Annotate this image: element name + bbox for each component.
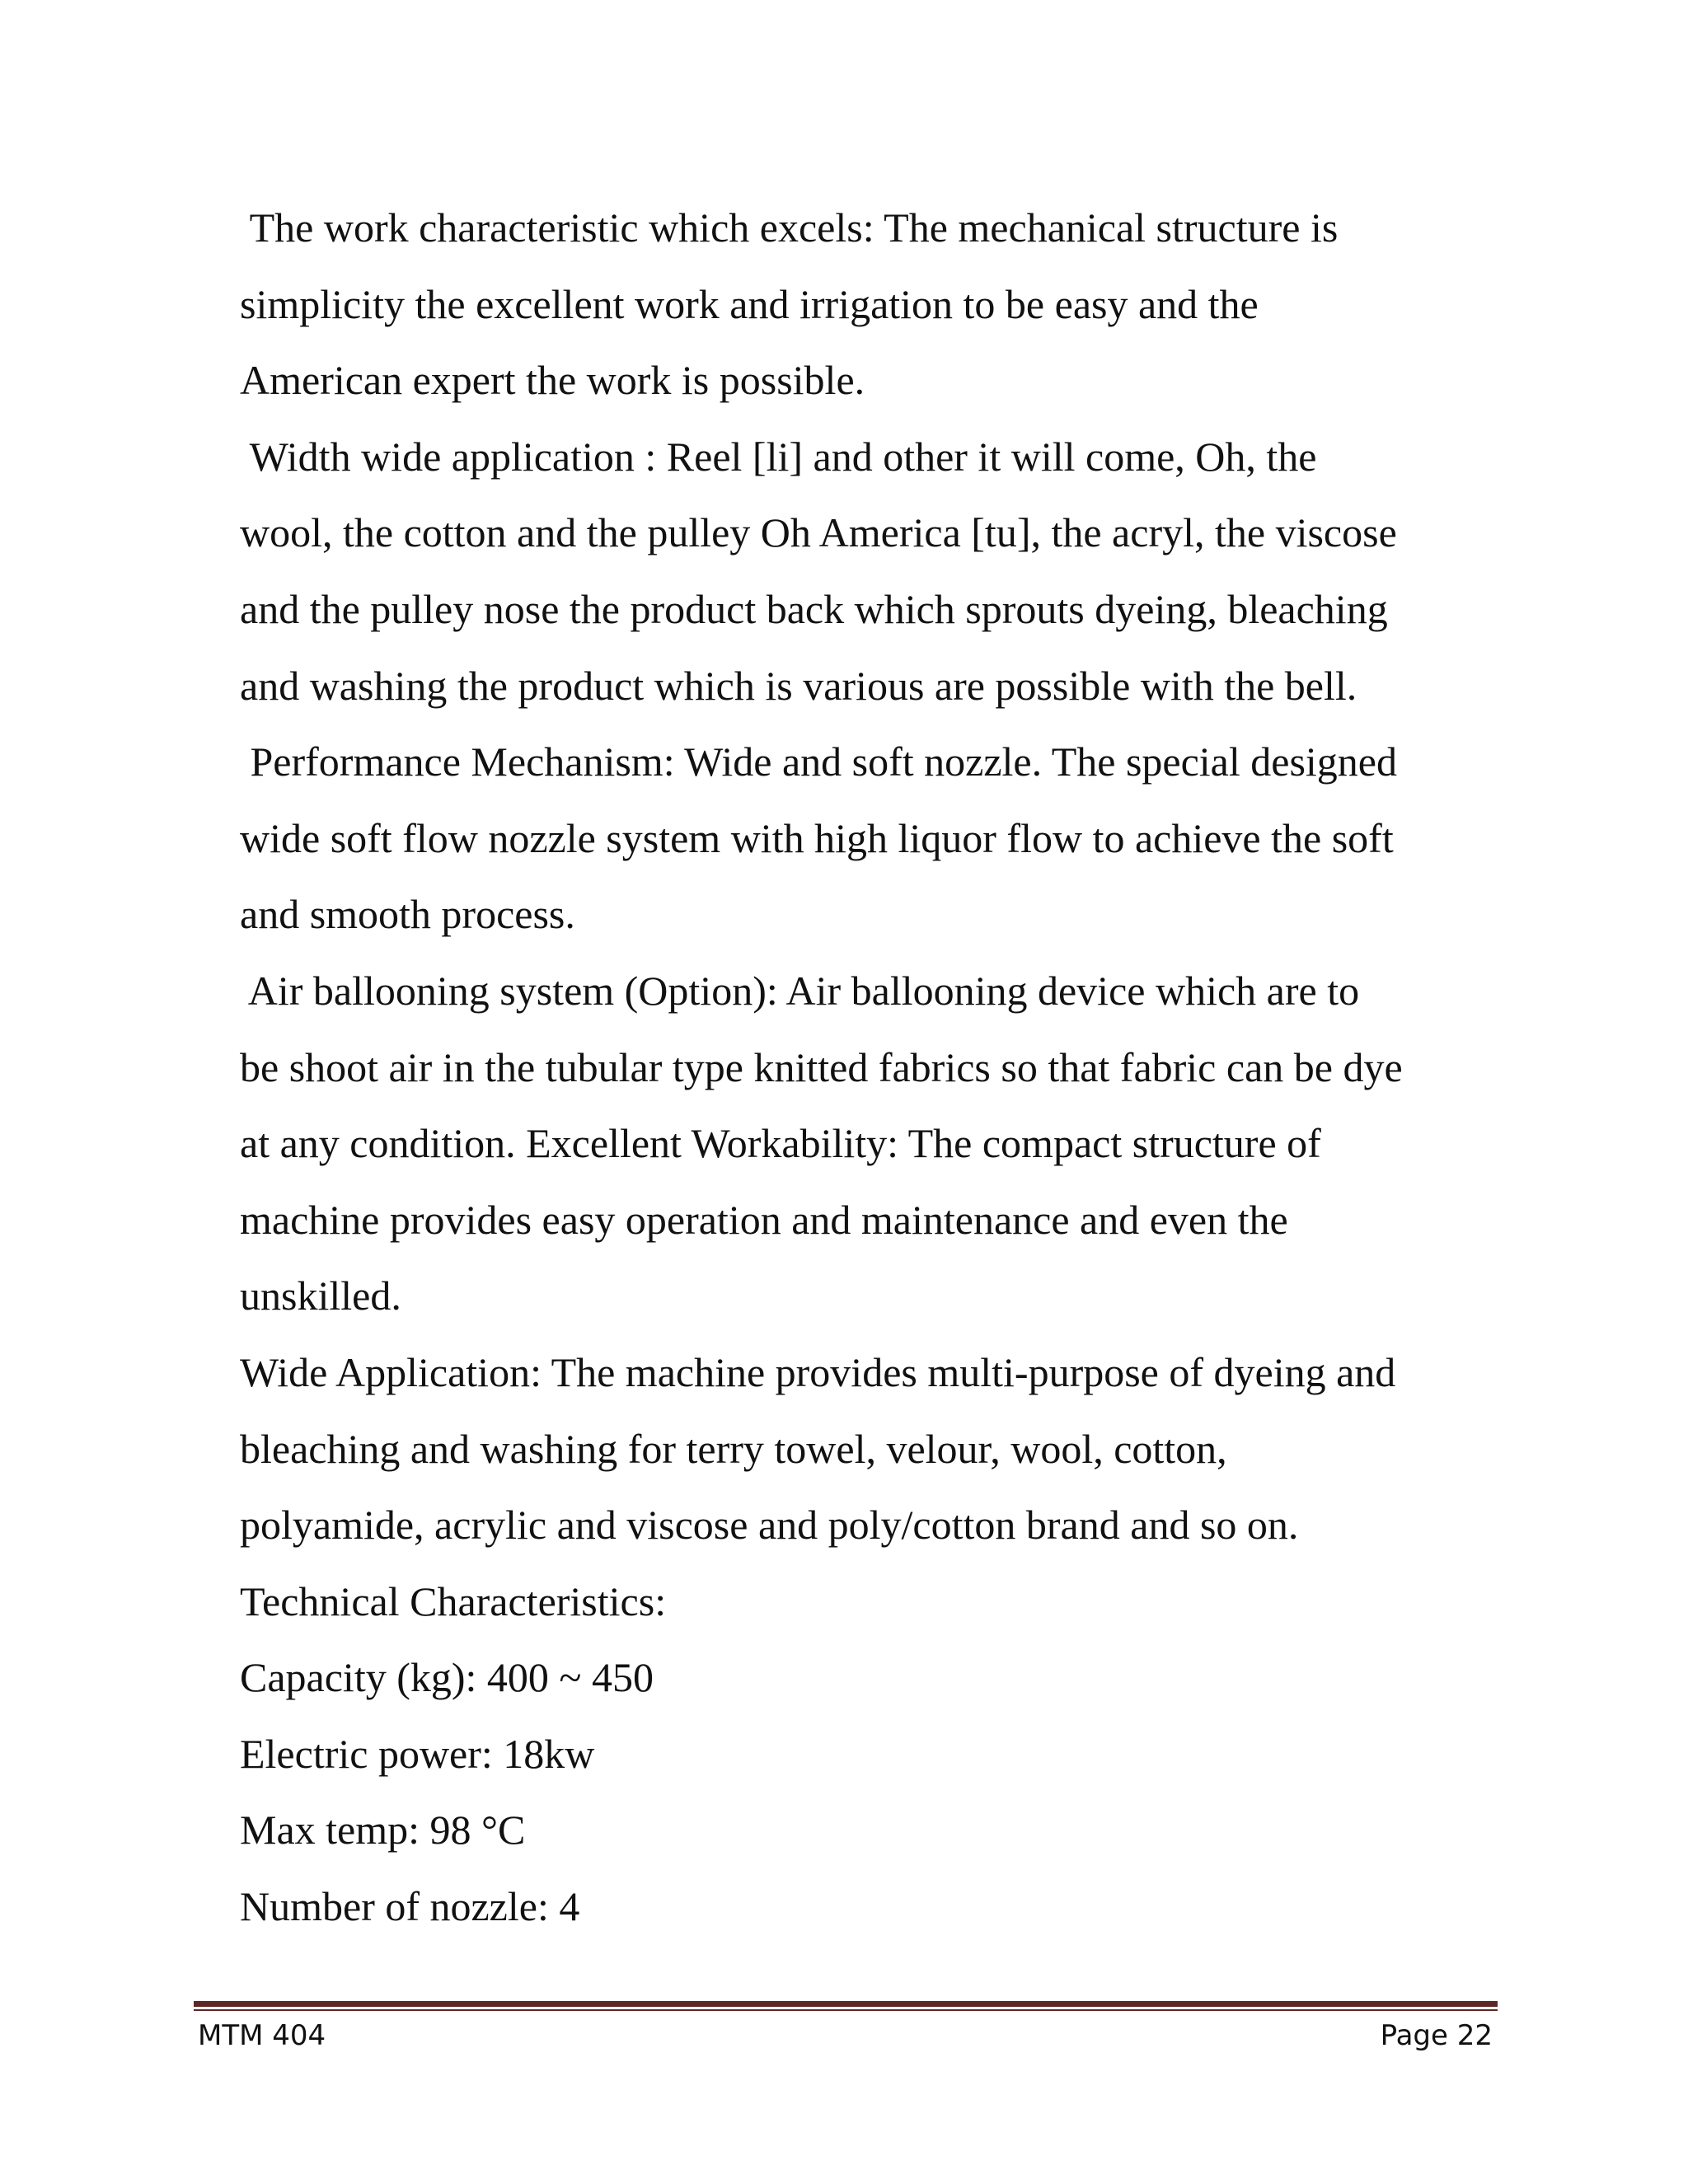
text-line: Wide Application: The machine provides multi-purpose of dyeing and [240, 1348, 1396, 1395]
text-line: The work characteristic which excels: The mechanical structure is [240, 204, 1339, 251]
text-line: machine provides easy operation and maintenance and even the [240, 1196, 1288, 1243]
text-line: polyamide, acrylic and viscose and poly/cotton brand and so on. [240, 1502, 1299, 1549]
text-line: be shoot air in the tubular type knitted fabrics so that fabric can be dye [240, 1043, 1403, 1090]
text-line: Electric power: 18kw [240, 1730, 595, 1777]
text-line: and washing the product which is various are possible with the bell. [240, 662, 1357, 709]
text-line: Air ballooning system (Option): Air ballooning device which are to [240, 967, 1360, 1014]
footer-rule [194, 2001, 1498, 2013]
footer-page-number: Page 22 [1380, 2019, 1493, 2052]
text-line: Capacity (kg): 400 ~ 450 [240, 1654, 654, 1701]
footer-rule-thin [194, 2009, 1498, 2011]
body-text [240, 190, 1501, 1945]
text-line: American expert the work is possible. [240, 357, 865, 404]
text-line: Width wide application : Reel [li] and other it will come, Oh, the [240, 433, 1317, 480]
text-line: simplicity the excellent work and irrigation to be easy and the [240, 280, 1259, 327]
text-line: wide soft flow nozzle system with high liquor flow to achieve the soft [240, 814, 1394, 861]
text-line: wool, the cotton and the pulley Oh America [tu], the acryl, the viscose [240, 509, 1397, 556]
text-line: and smooth process. [240, 891, 575, 938]
text-line: unskilled. [240, 1272, 401, 1319]
footer-course-code: MTM 404 [198, 2019, 326, 2052]
text-line: Technical Characteristics: [240, 1577, 667, 1624]
text-line: at any condition. Excellent Workability: The compact structure of [240, 1120, 1321, 1167]
text-line: and the pulley nose the product back which sprouts dyeing, bleaching [240, 585, 1388, 632]
text-line: Performance Mechanism: Wide and soft nozzle. The special designed [240, 738, 1398, 785]
footer-rule-thick [194, 2001, 1498, 2007]
text-line: Max temp: 98 °C [240, 1807, 526, 1854]
text-line: Number of nozzle: 4 [240, 1883, 580, 1930]
text-line: bleaching and washing for terry towel, velour, wool, cotton, [240, 1425, 1227, 1472]
